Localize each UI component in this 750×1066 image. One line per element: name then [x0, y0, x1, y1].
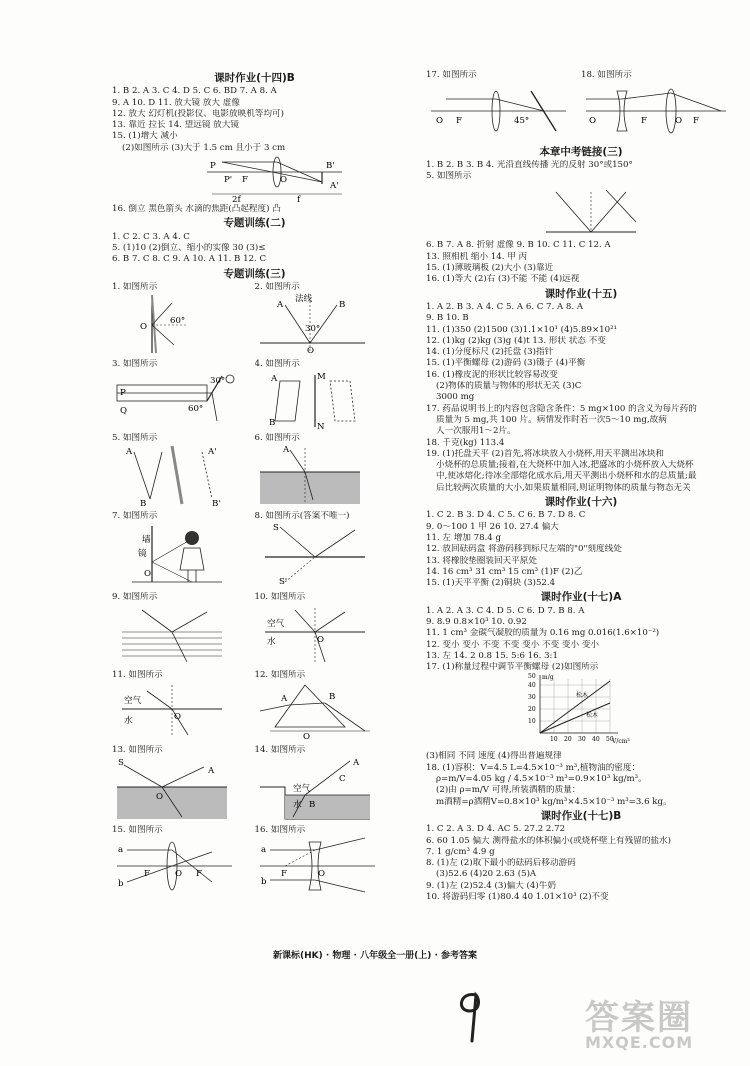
fig-label: F	[280, 869, 287, 880]
answer-line: (2)物体的质量与物体的形状无关 (3)C	[436, 381, 582, 392]
fig-label: F	[456, 116, 462, 127]
fig-label: 45°	[514, 116, 530, 127]
section-title: 课时作业(十七)B	[540, 809, 622, 822]
fig-label: F	[144, 869, 150, 880]
figure-item	[112, 433, 255, 511]
fig-label: 20	[564, 736, 572, 744]
two-lens-diagram	[581, 81, 731, 139]
fig-label: C	[338, 773, 346, 784]
answer-line: 1. C 2. A 3. D 4. AC 5. 27.2 2.72	[426, 824, 566, 835]
answer-line: 质量为 5 mg,共 100 片。病情发作时若一次5～10 mg,故病	[436, 414, 667, 425]
answer-line: 16. (1)橡皮泥的形状比较容易改变	[426, 369, 558, 380]
section-title: 课时作业(十四)B	[214, 72, 295, 84]
figure-label: 11. 如图所示	[112, 669, 163, 680]
fig-label: 空气	[266, 618, 284, 629]
fig-label: A'	[330, 181, 339, 192]
concave-lens-diagram	[255, 836, 385, 894]
handwritten-page-number	[450, 985, 490, 1045]
answer-line: 9. (1)左 (2)52.4 (3)偏大 (4)牛奶	[426, 880, 556, 891]
mirror-image-diagram	[255, 371, 385, 429]
fig-label: 30	[578, 736, 586, 744]
refraction-diagram	[112, 757, 242, 821]
refraction-diagram	[112, 604, 242, 666]
fig-label: A	[126, 447, 133, 458]
watermark	[585, 990, 693, 1052]
figure-label: 10. 如图所示	[254, 592, 306, 603]
fig-label: 墙	[142, 534, 151, 545]
lens-diagram	[202, 154, 352, 204]
fig-label: O	[316, 634, 324, 645]
figure-label: 7. 如图所示	[112, 510, 158, 521]
fig-label: O	[175, 869, 183, 880]
fig-label: N	[316, 421, 325, 429]
answer-line: (2)由 ρ=m/V 可得,所装酒精的质量：	[436, 785, 581, 796]
answer-line: 13. 靠近 拉长 14. 望远镜 放大镜	[112, 120, 239, 131]
fig-label: B	[268, 417, 275, 428]
answer-line: 1. C 2. C 3. A 4. C	[112, 231, 190, 242]
right-column	[426, 70, 736, 903]
answer-line: 1. A 2. B 3. A 4. C 5. A 6. C 7. A 8. A	[426, 301, 584, 312]
answer-line: 9. 8.9 0.8×10³ 10. 0.92	[426, 616, 527, 627]
figure-item	[536, 182, 736, 240]
answer-line: 16. 倒立 黑色箭头 水滴的焦距(凸起程度) 凸	[112, 204, 281, 215]
fig-label: F	[641, 116, 647, 127]
answer-line: 1. B 2. B 3. B 4. 光沿直线传播 光的反射 30°或150°	[426, 159, 633, 170]
figure-item	[255, 592, 398, 670]
fig-label: F	[693, 116, 699, 127]
fig-label: O	[156, 791, 164, 802]
fig-label: O	[306, 346, 314, 356]
fig-label: 空气	[124, 696, 142, 707]
figure-row	[112, 511, 397, 593]
figure-label: 3. 如图所示	[112, 359, 158, 370]
fig-label: 水	[266, 636, 276, 647]
figure-label: 12. 如图所示	[254, 669, 306, 680]
fig-label: O	[280, 175, 288, 186]
answer-line: 14. 16 cm³ 31 cm³ 15 cm³ (1)F (2)乙	[426, 566, 583, 577]
refraction-diagram	[255, 604, 385, 666]
fig-label: A	[276, 300, 283, 311]
fig-label: A	[270, 373, 277, 384]
figure-label: 13. 如图所示	[112, 745, 163, 756]
fig-label: a	[118, 845, 124, 856]
figure-item	[426, 70, 581, 144]
fig-label: O	[317, 869, 325, 880]
answer-line: 12. (1)kg (2)kg (3)g (4)t 13. 形状 状态 不变	[426, 335, 606, 346]
fig-label: P	[210, 161, 216, 172]
answer-line: 18. (1)容积：V=4.5 L=4.5×10⁻³ m³,植物油的密度：	[426, 762, 641, 773]
answer-line: 19. (1)托盘天平 (2)首先,将冰块放入小烧杯,用天平测出冰块和	[426, 448, 665, 459]
answer-line: 15. (1)平衡螺母 (2)游码 (3)镊子 (4)平衡	[426, 358, 586, 369]
refraction-diagram	[112, 681, 242, 741]
figure-row	[112, 282, 397, 360]
answer-line: 5. 如图所示	[426, 171, 472, 182]
lens-mirror-diagram	[426, 81, 576, 139]
figure-item	[112, 359, 255, 433]
section-title: 课时作业(十五)	[544, 287, 618, 300]
figure-item	[255, 282, 398, 360]
fig-label: F	[196, 869, 202, 880]
figure-item	[255, 511, 398, 593]
figure-item	[581, 70, 736, 144]
figure-item	[255, 359, 398, 433]
fig-label: A'	[208, 447, 217, 458]
fig-label: 2f	[232, 195, 241, 205]
figure-item	[255, 670, 398, 746]
figure-row	[112, 592, 397, 670]
fig-label: 法线	[294, 294, 312, 305]
fig-label: 水	[292, 799, 302, 810]
refraction-diagram	[255, 444, 385, 506]
answer-line: 11. (1)350 (2)1500 (3)1.1×10¹ (4)5.89×10²¹	[426, 324, 617, 335]
answer-line: 12. 放大 幻灯机(投影仪、电影放映机等均可)	[112, 108, 284, 119]
fig-label: O	[144, 568, 152, 579]
figure-item	[112, 282, 255, 360]
fig-label: 镜	[138, 548, 147, 559]
figure-item	[112, 825, 255, 899]
fig-label: A	[208, 765, 215, 776]
figure-item	[255, 745, 398, 825]
answer-line: 14. (1)分度标尺 (2)托盘 (3)指针	[426, 347, 554, 358]
answer-line: 9. A 10. D 11. 放大镜 放大 虚像	[112, 97, 240, 108]
fig-label: 10	[528, 718, 536, 726]
fig-label: 空气	[292, 783, 310, 794]
fig-label: 50	[606, 736, 614, 744]
answer-line: (3)52.6 (4)20 2.63 (5)A	[436, 869, 537, 880]
fig-label: O	[174, 712, 182, 723]
fig-label: 30	[528, 694, 536, 702]
figure-label: 15. 如图所示	[112, 825, 163, 836]
fig-label: O	[140, 322, 148, 333]
fig-label: B'	[212, 499, 221, 507]
refraction-diagram	[255, 757, 385, 821]
section-title: 专题训练(二)	[223, 217, 286, 230]
answer-line: 6. 60 1.05 偏大 测得盐水的体积偏小(或烧杯壁上有残留的盐水)	[426, 835, 671, 846]
answer-line: 13. 左 14. 2 0.8 15. 5:6 16. 3:1	[426, 650, 558, 661]
fig-label: P'	[224, 175, 233, 186]
answer-line: 5. (1)10 (2)倒立、缩小的实像 30 (3)≤	[112, 242, 266, 253]
reflection-diagram	[255, 293, 385, 355]
figure-row	[112, 359, 397, 433]
answer-line: 16. (1)等大 (2)右 (3)不能 不能 (4)远视	[426, 274, 580, 285]
answer-line: 人一次服用1～2片。	[436, 426, 516, 437]
fig-label: O	[436, 116, 444, 127]
lens-figure	[202, 154, 397, 204]
figure-item	[112, 745, 255, 825]
figure-label: 4. 如图所示	[254, 359, 300, 370]
fig-label: O	[302, 732, 310, 742]
figure-item	[255, 825, 398, 899]
answer-line: 1. C 2. B 3. D 4. C 5. C 6. B 7. D 8. C	[426, 510, 586, 521]
left-column	[112, 70, 397, 899]
figure-label: 8. 如图所示(答案不唯一)	[254, 510, 350, 521]
fig-label: P	[120, 387, 126, 398]
fig-label: a	[260, 845, 266, 856]
fig-label: B	[140, 499, 147, 507]
reflection-diagram	[112, 371, 242, 429]
reflection-diagram	[255, 522, 385, 588]
mass-volume-graph	[526, 673, 736, 751]
answer-line: ρ=m/V=4.05 kg / 4.5×10⁻³ m³=0.9×10³ kg/m³。	[436, 774, 647, 785]
answer-line: 12. 放回砝码盒 将游码移到标尺左端的"0"刻度线处	[426, 544, 622, 555]
fig-label: 60°	[188, 403, 204, 414]
fig-label: 40	[528, 682, 536, 690]
figure-item	[112, 592, 255, 670]
fig-label: b	[260, 877, 267, 888]
answer-line: 9. B 10. B	[426, 313, 469, 324]
figure-item	[255, 433, 398, 511]
answer-line: 后比较两次质量的大小,如果质量相同,则证明物体的质量与物态无关	[436, 482, 691, 493]
figure-label: 16. 如图所示	[254, 825, 306, 836]
answer-line: (3)相同 不同 速度 (4)得出普遍规律	[426, 751, 562, 762]
figure-label: 5. 如图所示	[112, 433, 158, 444]
answer-line: (2)如图所示 (3)大于 1.5 cm 且小于 3 cm	[122, 142, 286, 153]
figure-row	[112, 433, 397, 511]
figure-item	[112, 670, 255, 746]
answer-line: 3000 mg	[436, 392, 475, 403]
fig-label: 50	[528, 673, 536, 681]
fig-label: 松木	[586, 712, 599, 720]
prism-diagram	[255, 681, 385, 741]
answer-line: 9. 0～100 1 甲 26 10. 27.4 偏大	[426, 521, 559, 532]
answer-line: 8. (1)左 (2)取下最小的砝码后移动游码	[426, 858, 576, 869]
fig-label: Q	[120, 405, 128, 416]
reflection-diagram	[536, 182, 646, 238]
fig-label: B	[308, 799, 315, 810]
fig-label: 松木	[576, 692, 589, 700]
answer-line: 6. B 7. C 8. C 9. A 10. A 11. B 12. C	[112, 254, 267, 265]
fig-label: 30°	[210, 375, 226, 386]
fig-label: A	[282, 445, 289, 456]
fig-label: S	[272, 522, 279, 533]
watermark-bottom: MXQE.COM	[585, 1033, 694, 1052]
mirror-girl-diagram	[112, 522, 242, 588]
answer-line: 12. 变小 变小 不变 不变 变小 不变 变小 变小	[426, 639, 600, 650]
fig-label: B	[328, 692, 335, 703]
answer-line: 15. (1)增大 减小	[112, 131, 178, 142]
fig-label: 10	[550, 736, 558, 744]
reflection-diagram	[112, 293, 242, 355]
fig-label: O	[589, 116, 597, 127]
figure-row	[112, 745, 397, 825]
fig-label: V/cm³	[612, 738, 630, 746]
fig-label: 30°	[304, 324, 320, 335]
fig-label: B'	[326, 161, 335, 172]
answer-line: 10. 将游码归零 (1)80.4 40 1.01×10³ (2)不变	[426, 892, 609, 903]
fig-label: b	[118, 879, 124, 890]
fig-label: 40	[592, 736, 600, 744]
fig-label: F	[242, 175, 248, 186]
figure-label: 2. 如图所示	[254, 281, 300, 292]
figure-label: 18. 如图所示	[581, 70, 632, 80]
answer-line: 中,使冰熔化;待冰全部熔化成水后,用天平测出小烧杯和水的总质量;最	[436, 471, 697, 482]
figure-label: 17. 如图所示	[426, 70, 477, 80]
fig-label: 20	[528, 706, 536, 714]
answer-line: 11. 1 cm³ 金碳气凝胶的质量为 0.16 mg 0.016(1.6×10⁻²)	[426, 628, 660, 639]
figure-label: 14. 如图所示	[254, 745, 306, 756]
fig-label: A	[352, 757, 359, 768]
figure-row	[426, 70, 736, 144]
fig-label: O	[675, 116, 683, 127]
watermark-top: 答案圈	[585, 998, 693, 1038]
figure-label: 6. 如图所示	[254, 433, 300, 444]
section-title: 课时作业(十六)	[544, 496, 618, 509]
figure-label: 1. 如图所示	[112, 281, 158, 292]
fig-label: m/g	[542, 674, 554, 682]
fig-label: 水	[124, 716, 133, 727]
figure-row	[112, 670, 397, 746]
section-title: 专题训练(三)	[223, 267, 286, 280]
answer-line: 7. 1 g/cm³ 4.9 g	[426, 846, 495, 857]
fig-label: B	[338, 300, 345, 311]
answer-line: 17. 药品说明书上的内容包含隐含条件：5 mg×100 的含义为每片药的	[426, 403, 697, 414]
answer-line: 15. (1)天平平衡 (2)铜块 (3)52.4	[426, 578, 556, 589]
answer-line: 1. B 2. A 3. C 4. D 5. C 6. BD 7. A 8. A	[112, 86, 277, 97]
answer-line: 15. (1)薄玻璃板 (2)大小 (3)靠近	[426, 263, 554, 274]
answer-line: 小烧杯的总质量;接着,在大烧杯中加入冰,把盛冰的小烧杯放入大烧杯	[436, 460, 694, 471]
fig-label: A	[280, 694, 287, 705]
figure-label: 9. 如图所示	[112, 592, 158, 603]
convex-lens-diagram	[112, 836, 242, 894]
mirror-image-diagram	[112, 444, 242, 506]
answer-line: 13. 将橡胶垫圈装回天平原处	[426, 555, 537, 566]
answer-line: m酒精=ρ酒精V=0.8×10³ kg/m³×4.5×10⁻³ m³=3.6 kg。	[436, 796, 672, 807]
fig-label: S'	[278, 576, 287, 587]
answer-line: 18. 千克(kg) 113.4	[426, 437, 505, 448]
graph-svg	[526, 673, 636, 751]
answer-line: 13. 照相机 缩小 14. 甲 丙	[426, 251, 528, 262]
figure-item	[112, 511, 255, 593]
figure-row	[112, 825, 397, 899]
answer-line: 17. (1)称量过程中调节平衡螺母 (2)如图所示	[426, 662, 599, 673]
fig-label: M	[316, 371, 326, 382]
answer-line: 11. 左 增加 78.4 g	[426, 532, 502, 543]
fig-label: 60°	[170, 316, 186, 327]
answer-line: 1. A 2. A 3. C 4. D 5. C 6. D 7. B 8. A	[426, 605, 585, 616]
section-title: 本章中考链接(三)	[539, 145, 623, 158]
page-footer: 新课标(HK) · 物理 · 八年级全一册(上) · 参考答案	[272, 951, 478, 961]
fig-label: f	[297, 195, 301, 205]
fig-label: S	[118, 757, 124, 768]
section-title: 课时作业(十七)A	[540, 591, 622, 604]
answer-line: 6. B 7. A 8. 折射 虚像 9. B 10. C 11. C 12. A	[426, 240, 611, 251]
